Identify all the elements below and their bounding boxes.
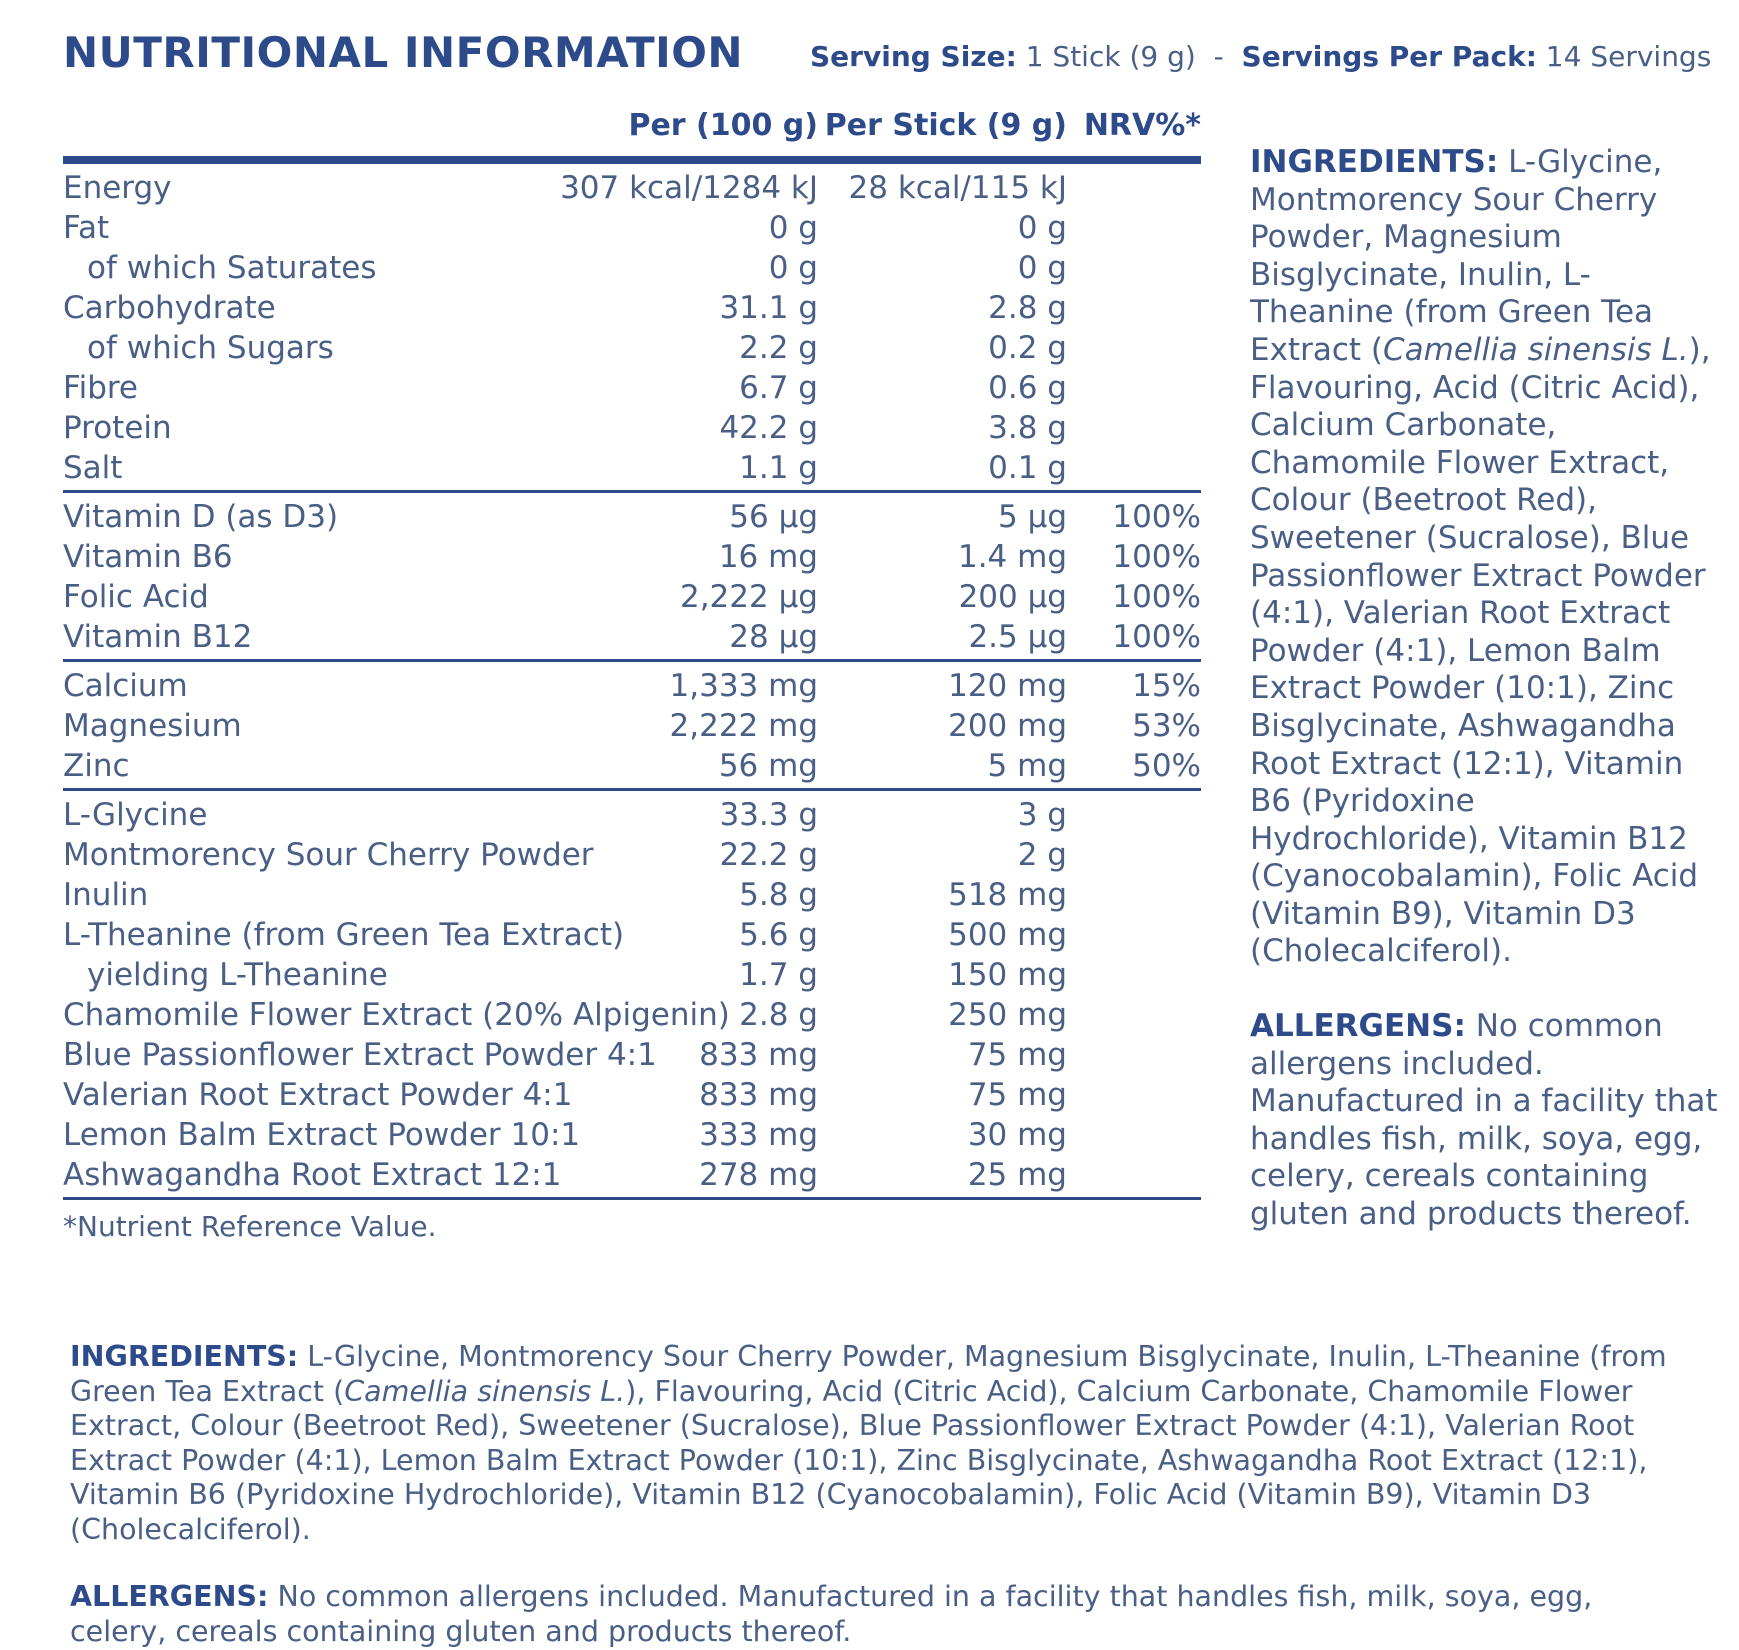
table-row: [63, 1155, 1201, 1195]
value-per-100g: 0 g: [768, 210, 818, 246]
table-row: [63, 995, 1201, 1035]
value-per-stick: 3.8 g: [988, 410, 1067, 446]
header-rule: [63, 156, 1201, 164]
nutrient-name: of which Saturates: [87, 250, 377, 286]
value-per-100g: 1,333 mg: [669, 668, 818, 704]
table-row: [63, 795, 1201, 835]
side-allergens-text: No common allergens included. Manufactured in a facility that handles fish, milk, soya, egg, celery, cereals containing gluten and products thereof.: [1250, 1008, 1718, 1233]
value-per-stick: 120 mg: [948, 668, 1067, 704]
nutrient-name: yielding L-Theanine: [87, 957, 388, 993]
value-per-stick: 2.8 g: [988, 290, 1067, 326]
value-nrv: 15%: [1132, 668, 1201, 704]
nutrient-name: Montmorency Sour Cherry Powder: [63, 837, 594, 873]
table-row: [63, 666, 1201, 706]
nutrient-name: L-Theanine (from Green Tea Extract): [63, 917, 625, 953]
table-row: [63, 208, 1201, 248]
nutrient-name: Fat: [63, 210, 110, 246]
serving-info: [810, 40, 1711, 73]
side-allergens: [1250, 1008, 1720, 1234]
value-per-100g: 333 mg: [699, 1117, 818, 1153]
side-panel: [1250, 144, 1720, 1271]
table-row: [63, 368, 1201, 408]
nutrient-name: Vitamin B6: [63, 539, 233, 575]
value-per-100g: 833 mg: [699, 1037, 818, 1073]
value-nrv: 100%: [1112, 619, 1201, 655]
side-ingredients-label: INGREDIENTS:: [1250, 144, 1499, 180]
value-per-stick: 0.2 g: [988, 330, 1067, 366]
bottom-allergens-label: ALLERGENS:: [70, 1580, 269, 1613]
table-row: [63, 875, 1201, 915]
table-row: [63, 706, 1201, 746]
value-per-100g: 0 g: [768, 250, 818, 286]
nutrient-name: Salt: [63, 450, 123, 486]
bottom-allergens: [70, 1580, 1670, 1649]
value-per-100g: 2.2 g: [739, 330, 818, 366]
side-ingredients-text-b: ), Flavouring, Acid (Citric Acid), Calcium Carbonate, Chamomile Flower Extract, Colour (Beetroot Red), Sweetener (Sucralose), Blue Passionflower Extract Powder (4:1), Valerian Root Extract Powder (4:1), Lemon Balm Extract Powder (10:1), Zinc Bisglycinate, Ashwagandha Root Extract (12:1), Vitamin B6 (Pyridoxine Hydrochloride), Vitamin B12 (Cyanocobalamin), Folic Acid (Vitamin B9), Vitamin D3 (Cholecalciferol).: [1250, 331, 1711, 970]
value-per-stick: 500 mg: [948, 917, 1067, 953]
value-per-100g: 56 mg: [718, 748, 818, 784]
table-row: [63, 408, 1201, 448]
nutrient-name: Energy: [63, 170, 172, 206]
nutrient-name: Vitamin D (as D3): [63, 499, 339, 535]
servings-per-pack-label: Servings Per Pack:: [1241, 40, 1537, 73]
value-per-100g: 1.1 g: [739, 450, 818, 486]
bottom-ingredients: [70, 1340, 1670, 1547]
servings-per-pack-value: 14 Servings: [1545, 40, 1712, 73]
value-per-100g: 28 µg: [729, 619, 818, 655]
nutrient-name: Carbohydrate: [63, 290, 276, 326]
value-per-stick: 200 µg: [958, 579, 1067, 615]
value-per-100g: 16 mg: [718, 539, 818, 575]
nutrient-name: Ashwagandha Root Extract 12:1: [63, 1157, 562, 1193]
table-row: [63, 497, 1201, 537]
value-per-stick: 0 g: [1017, 250, 1067, 286]
value-nrv: 100%: [1112, 499, 1201, 535]
value-per-stick: 5 µg: [998, 499, 1067, 535]
bottom-ingredients-latin: Camellia sinensis L.: [344, 1374, 626, 1408]
value-per-stick: 5 mg: [987, 748, 1067, 784]
footnote: *Nutrient Reference Value.: [63, 1210, 437, 1243]
nutrient-name: Folic Acid: [63, 579, 209, 615]
value-per-100g: 2,222 mg: [669, 708, 818, 744]
side-ingredients: [1250, 144, 1720, 971]
value-per-100g: 5.8 g: [739, 877, 818, 913]
nutrient-name: Valerian Root Extract Powder 4:1: [63, 1077, 573, 1113]
value-per-100g: 307 kcal/1284 kJ: [560, 170, 818, 206]
table-row: [63, 288, 1201, 328]
value-per-100g: 2,222 µg: [679, 579, 818, 615]
value-per-100g: 22.2 g: [719, 837, 818, 873]
value-per-stick: 28 kcal/115 kJ: [848, 170, 1067, 206]
value-per-100g: 31.1 g: [719, 290, 818, 326]
value-per-stick: 200 mg: [948, 708, 1067, 744]
nutrient-group: [63, 164, 1201, 493]
nutrient-group: [63, 791, 1201, 1200]
table-row: [63, 1035, 1201, 1075]
value-per-stick: 75 mg: [967, 1037, 1067, 1073]
table-row: [63, 1115, 1201, 1155]
bottom-ingredients-label: INGREDIENTS:: [70, 1340, 299, 1373]
nutrient-name: Protein: [63, 410, 172, 446]
nutrient-name: Chamomile Flower Extract (20% Alpigenin): [63, 997, 730, 1033]
value-per-stick: 0.1 g: [988, 450, 1067, 486]
nutrient-name: Fibre: [63, 370, 139, 406]
side-ingredients-text-a: L-Glycine, Montmorency Sour Cherry Powder, Magnesium Bisglycinate, Inulin, L-Theanine (from Green Tea Extract (: [1250, 144, 1663, 368]
value-per-100g: 42.2 g: [719, 410, 818, 446]
value-per-stick: 3 g: [1017, 797, 1067, 833]
value-per-100g: 833 mg: [699, 1077, 818, 1113]
value-per-stick: 75 mg: [967, 1077, 1067, 1113]
value-nrv: 100%: [1112, 579, 1201, 615]
table-row: [63, 617, 1201, 657]
table-row: [63, 168, 1201, 208]
value-nrv: 100%: [1112, 539, 1201, 575]
table-row: [63, 577, 1201, 617]
nutrient-name: Vitamin B12: [63, 619, 253, 655]
serving-size-label: Serving Size:: [810, 40, 1017, 73]
table-header: [63, 108, 1201, 156]
value-per-stick: 25 mg: [967, 1157, 1067, 1193]
table-row: [63, 248, 1201, 288]
table-row: [63, 328, 1201, 368]
side-allergens-label: ALLERGENS:: [1250, 1008, 1466, 1045]
value-per-stick: 2 g: [1017, 837, 1067, 873]
nutrient-group: [63, 662, 1201, 791]
nutrition-table: [63, 108, 1201, 1243]
nutrient-name: Lemon Balm Extract Powder 10:1: [63, 1117, 581, 1153]
bottom-ingredients-text-a: L-Glycine, Montmorency Sour Cherry Powder, Magnesium Bisglycinate, Inulin, L-Theanine (from Green Tea Extract (: [70, 1340, 1667, 1408]
value-per-stick: 2.5 µg: [968, 619, 1067, 655]
column-header-per-100g: Per (100 g): [628, 108, 818, 143]
value-per-100g: 1.7 g: [739, 957, 818, 993]
value-per-stick: 0 g: [1017, 210, 1067, 246]
bottom-allergens-text: No common allergens included. Manufactured in a facility that handles fish, milk, soya, egg, celery, cereals containing gluten and products thereof.: [70, 1580, 1593, 1648]
nutrient-name: Zinc: [63, 748, 130, 784]
table-row: [63, 955, 1201, 995]
column-header-nrv: NRV%*: [1083, 108, 1201, 143]
value-per-100g: 278 mg: [699, 1157, 818, 1193]
value-nrv: 53%: [1132, 708, 1201, 744]
value-nrv: 50%: [1132, 748, 1201, 784]
value-per-100g: 6.7 g: [739, 370, 818, 406]
nutrient-name: L-Glycine: [63, 797, 208, 833]
nutrient-name: Calcium: [63, 668, 188, 704]
value-per-100g: 5.6 g: [739, 917, 818, 953]
nutrient-name: Inulin: [63, 877, 149, 913]
value-per-stick: 250 mg: [948, 997, 1067, 1033]
nutrient-group: [63, 493, 1201, 662]
table-row: [63, 448, 1201, 488]
value-per-100g: 33.3 g: [719, 797, 818, 833]
nutrient-name: of which Sugars: [87, 330, 334, 366]
page-title: NUTRITIONAL INFORMATION: [63, 28, 744, 77]
value-per-stick: 518 mg: [948, 877, 1067, 913]
table-body: [63, 164, 1201, 1200]
table-row: [63, 1075, 1201, 1115]
bottom-ingredients-text-b: ), Flavouring, Acid (Citric Acid), Calcium Carbonate, Chamomile Flower Extract, Colour (Beetroot Red), Sweetener (Sucralose), Blue Passionflower Extract Powder (4:1), Valerian Root Extract Powder (4:1), Lemon Balm Extract Powder (10:1), Zinc Bisglycinate, Ashwagandha Root Extract (12:1), Vitamin B6 (Pyridoxine Hydrochloride), Vitamin B12 (Cyanocobalamin), Folic Acid (Vitamin B9), Vitamin D3 (Cholecalciferol).: [70, 1374, 1648, 1546]
table-row: [63, 537, 1201, 577]
serving-size-value: 1 Stick (9 g): [1025, 40, 1196, 73]
value-per-100g: 2.8 g: [739, 997, 818, 1033]
value-per-stick: 1.4 mg: [957, 539, 1067, 575]
value-per-stick: 30 mg: [967, 1117, 1067, 1153]
value-per-stick: 0.6 g: [988, 370, 1067, 406]
nutrient-name: Magnesium: [63, 708, 242, 744]
serving-separator: -: [1213, 40, 1224, 73]
value-per-100g: 56 µg: [729, 499, 818, 535]
table-row: [63, 915, 1201, 955]
table-row: [63, 746, 1201, 786]
nutrient-name: Blue Passionflower Extract Powder 4:1: [63, 1037, 657, 1073]
side-ingredients-latin: Camellia sinensis L.: [1382, 331, 1689, 368]
value-per-stick: 150 mg: [948, 957, 1067, 993]
table-row: [63, 835, 1201, 875]
column-header-per-stick: Per Stick (9 g): [824, 108, 1067, 143]
